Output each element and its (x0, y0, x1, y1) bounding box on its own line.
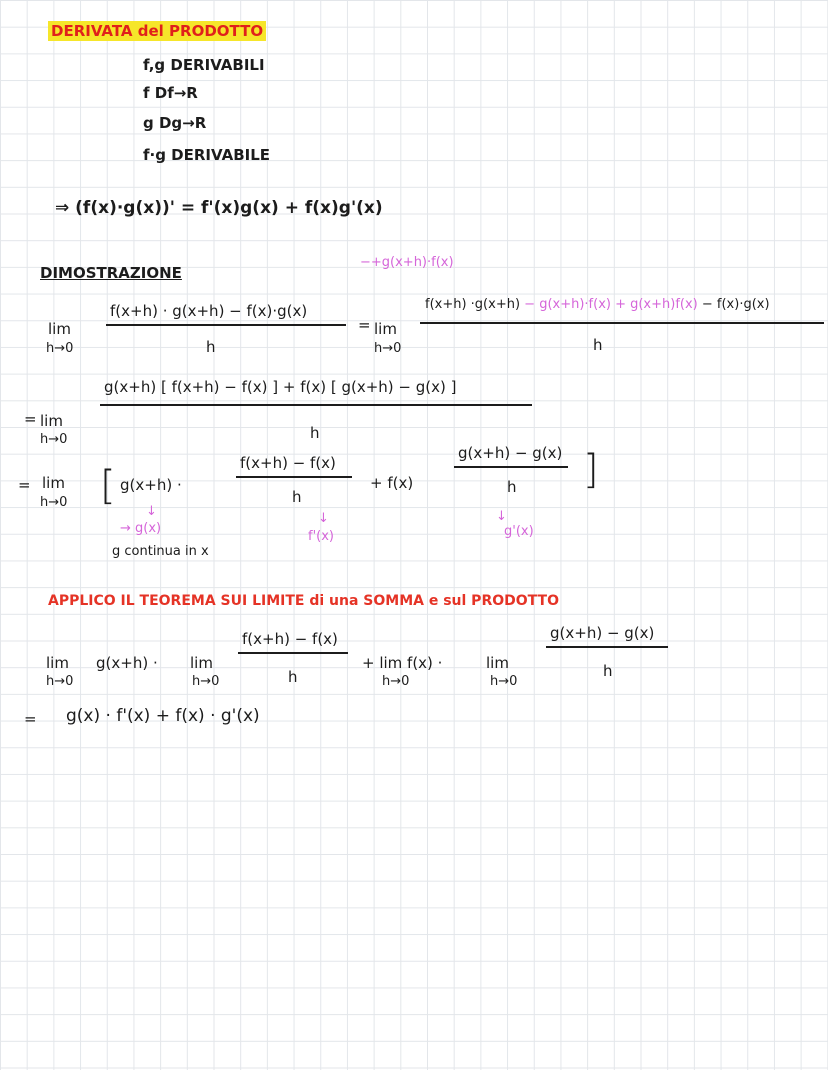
step3-lim: lim (42, 474, 65, 492)
arrow-down-icon: ↓ (318, 511, 329, 526)
step4-lim4-sub: h→0 (490, 674, 518, 689)
step3-note-g: → g(x) (120, 521, 162, 536)
step1-denominator-left: h (206, 338, 216, 356)
step1-numerator-left: f(x+h) · g(x+h) − f(x)·g(x) (110, 302, 308, 320)
step4-term1: g(x+h) · (96, 654, 158, 672)
step3-close-bracket: ] (583, 447, 599, 493)
step3-plus-fx: + f(x) (370, 474, 414, 492)
step4-plus-lim-fx: + lim f(x) · (362, 654, 443, 672)
step1-lim-left-sub: h→0 (46, 341, 74, 356)
result-expression: g(x) · f'(x) + f(x) · g'(x) (66, 706, 260, 726)
step4-frac1-numerator: f(x+h) − f(x) (242, 630, 338, 648)
theorem-statement: APPLICO IL TEOREMA SUI LIMITE di una SOMMA e sul PRODOTTO (48, 593, 559, 609)
step1-annotation: −+g(x+h)·f(x) (360, 255, 454, 270)
step4-frac2-denominator: h (603, 662, 613, 680)
step4-frac1-bar (238, 652, 348, 654)
step4-lim1: lim (46, 654, 69, 672)
step4-lim2-sub: h→0 (192, 674, 220, 689)
step3-open-bracket: [ (100, 463, 116, 509)
step3-frac2-denominator: h (507, 478, 517, 496)
product-rule-formula: ⇒ (f(x)·g(x))' = f'(x)g(x) + f(x)g'(x) (55, 198, 383, 218)
hypothesis-line-1: f,g DERIVABILI (143, 56, 265, 74)
step3-equals: = (18, 476, 31, 494)
step2-numerator: g(x+h) [ f(x+h) − f(x) ] + f(x) [ g(x+h) − g(x) ] (104, 378, 457, 396)
step1-numerator-right: f(x+h) ·g(x+h) − g(x+h)·f(x) + g(x+h)f(x) − f(x)·g(x) (425, 297, 770, 312)
result-equals: = (24, 710, 37, 728)
step1-lim-left: lim (48, 320, 71, 338)
arrow-down-icon: ↓ (496, 509, 507, 524)
step1-lim-right-sub: h→0 (374, 341, 402, 356)
step3-note-g-continuity: g continua in x (112, 544, 209, 559)
hypothesis-line-4: f·g DERIVABILE (143, 146, 271, 164)
proof-heading: DIMOSTRAZIONE (40, 264, 182, 282)
step3-frac1-denominator: h (292, 488, 302, 506)
step4-lim4: lim (486, 654, 509, 672)
step3-frac2-numerator: g(x+h) − g(x) (458, 444, 563, 462)
step3-note-f-prime: f'(x) (308, 529, 334, 544)
step1-equals: = (358, 316, 371, 334)
arrow-down-icon: ↓ (146, 504, 157, 519)
hypothesis-line-3: g Dg→R (143, 114, 207, 132)
step4-frac2-numerator: g(x+h) − g(x) (550, 624, 655, 642)
hypothesis-line-2: f Df→R (143, 84, 198, 102)
step1-lim-right: lim (374, 320, 397, 338)
step4-lim2: lim (190, 654, 213, 672)
step2-fraction-bar (100, 404, 532, 406)
step1-fraction-bar-left (106, 324, 346, 326)
step4-frac1-denominator: h (288, 668, 298, 686)
step2-denominator: h (310, 424, 320, 442)
step1-denominator-right: h (593, 336, 603, 354)
step2-equals: = (24, 410, 37, 428)
step3-frac2-bar (454, 466, 568, 468)
step4-lim1-sub: h→0 (46, 674, 74, 689)
step3-lim-sub: h→0 (40, 495, 68, 510)
step3-frac1-numerator: f(x+h) − f(x) (240, 454, 336, 472)
step1-fraction-bar-right (420, 322, 824, 324)
step3-frac1-bar (236, 476, 352, 478)
step4-frac2-bar (546, 646, 668, 648)
page-title: DERIVATA del PRODOTTO (48, 24, 266, 39)
step3-note-g-prime: g'(x) (504, 524, 534, 539)
step2-lim-sub: h→0 (40, 432, 68, 447)
step3-term1: g(x+h) · (120, 476, 182, 494)
step4-lim3-sub: h→0 (382, 674, 410, 689)
step2-lim: lim (40, 412, 63, 430)
